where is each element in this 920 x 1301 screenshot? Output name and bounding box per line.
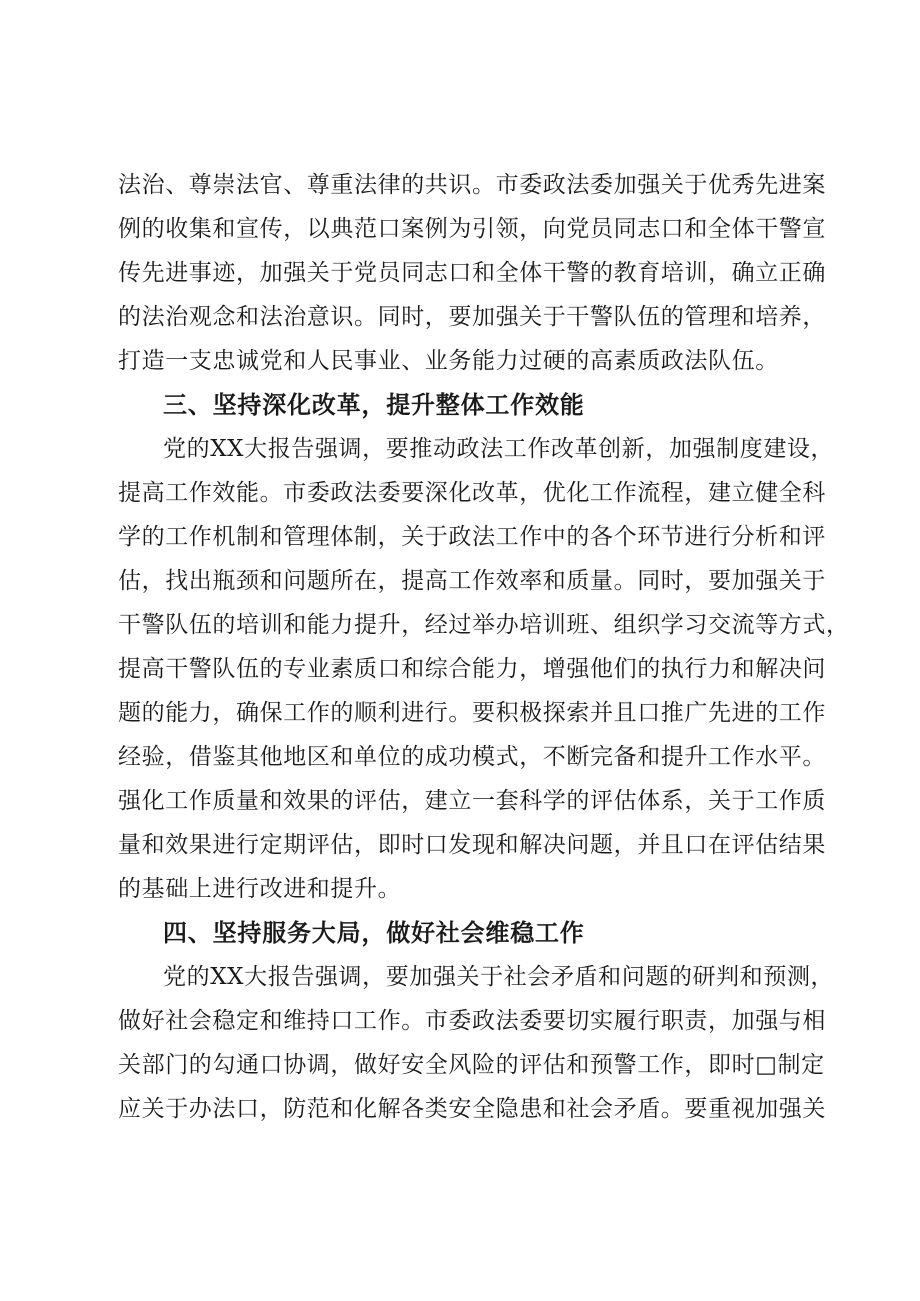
paragraph-line: 关部门的勾通口协调，做好安全风险的评估和预警工作，即时□制定 <box>118 1052 825 1078</box>
paragraph-line: 量和效果进行定期评估，即时口发现和解决问题，并且口在评估结果 <box>118 832 826 858</box>
paragraph-line: 学的工作机制和管理体制，关于政法工作中的各个环节进行分析和评 <box>118 524 826 550</box>
section-heading-4: 四、坚持服务大局，做好社会维稳工作 <box>163 919 585 947</box>
paragraph-line: 党的XX大报告强调，要加强关于社会矛盾和问题的研判和预测， <box>163 964 835 990</box>
paragraph-line: 经验，借鉴其他地区和单位的成功模式，不断完备和提升工作水平。 <box>118 744 826 770</box>
paragraph-line: 的法治观念和法治意识。同时，要加强关于干警队伍的管理和培养， <box>118 304 826 330</box>
paragraph-line: 打造一支忠诚党和人民事业、业务能力过硬的高素质政法队伍。 <box>118 348 779 374</box>
paragraph-line: 提高工作效能。市委政法委要深化改革，优化工作流程，建立健全科 <box>118 480 826 506</box>
paragraph-line: 传先进事迹，加强关于党员同志口和全体干警的教育培训，确立正确 <box>118 260 826 286</box>
paragraph-line: 提高干警队伍的专业素质口和综合能力，增强他们的执行力和解决问 <box>118 656 826 682</box>
paragraph-line: 党的XX大报告强调，要推动政法工作改革创新，加强制度建设， <box>163 436 835 462</box>
paragraph-line: 做好社会稳定和维持口工作。市委政法委要切实履行职责，加强与相 <box>118 1008 826 1034</box>
paragraph-line: 估，找出瓶颈和问题所在，提高工作效率和质量。同时，要加强关于 <box>118 568 826 594</box>
paragraph-line: 题的能力，确保工作的顺利进行。要积极探索并且口推广先进的工作 <box>118 700 826 726</box>
paragraph-line: 干警队伍的培训和能力提升，经过举办培训班、组织学习交流等方式， <box>118 612 850 638</box>
section-heading-3: 三、坚持深化改革，提升整体工作效能 <box>163 391 585 419</box>
paragraph-line: 法治、尊崇法官、尊重法律的共识。市委政法委加强关于优秀先进案 <box>118 172 826 198</box>
paragraph-line: 强化工作质量和效果的评估，建立一套科学的评估体系，关于工作质 <box>118 788 826 814</box>
paragraph-line: 的基础上进行改进和提升。 <box>118 876 402 902</box>
paragraph-line: 例的收集和宣传，以典范口案例为引领，向党员同志口和全体干警宣 <box>118 216 826 242</box>
paragraph-line: 应关于办法口，防范和化解各类安全隐患和社会矛盾。要重视加强关 <box>118 1096 826 1122</box>
